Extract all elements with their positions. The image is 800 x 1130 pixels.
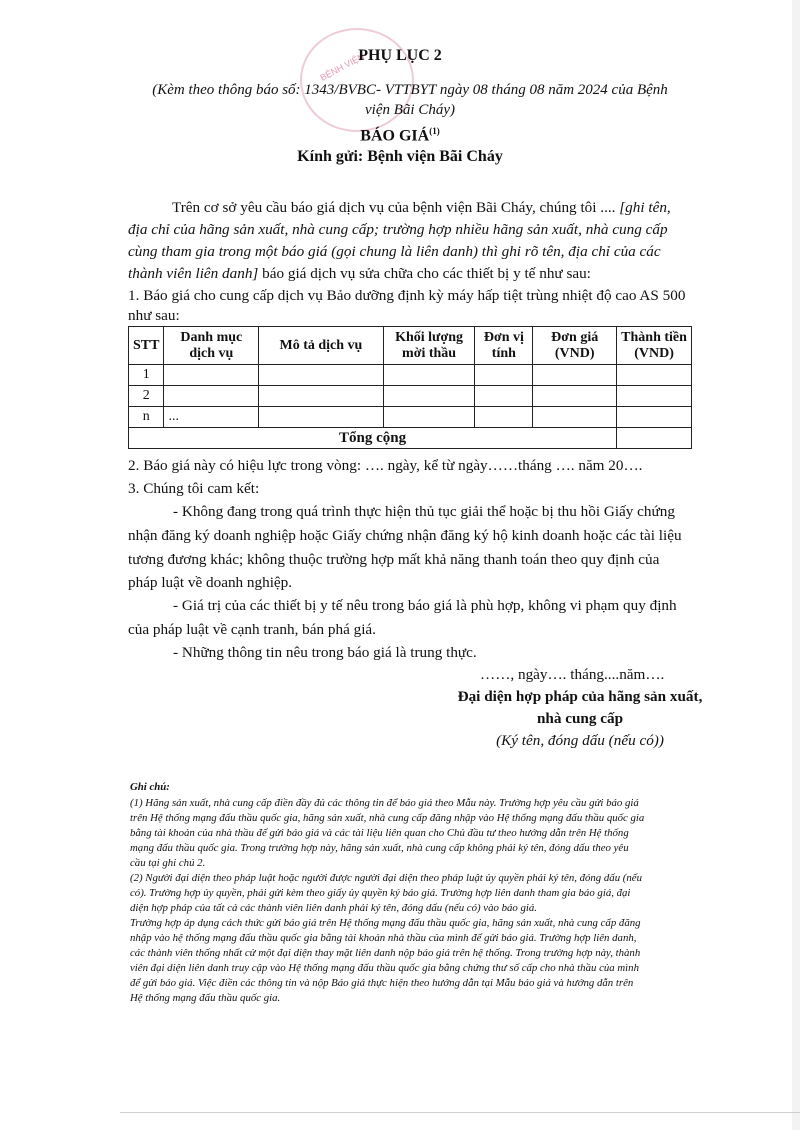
note-line: Trường hợp áp dụng cách thức gửi báo giá trên Hệ thống mạng đấu thầu quốc gia, hãng sản xuất, nhà cung cấp đăng — [130, 917, 641, 929]
commitment1-line4: pháp luật về doanh nghiệp. — [128, 574, 293, 591]
table-cell — [475, 407, 533, 428]
table-total-row — [129, 428, 692, 449]
page-edge — [792, 0, 800, 1130]
table-row — [129, 386, 692, 407]
notes-list — [130, 796, 742, 1006]
note-line: các thành viên thống nhất cử một đại diện thay mặt liên danh nộp báo giá trên hệ thống. Trong trường hợp này, thành — [130, 947, 641, 959]
commitment-heading: 3. Chúng tôi cam kết: — [128, 480, 260, 497]
table-cell — [617, 407, 692, 428]
table-cell — [383, 407, 475, 428]
appendix-subtitle-line2: viện Bãi Cháy) — [365, 102, 455, 118]
table-cell — [383, 386, 475, 407]
header-unit-price: Đơn giá (VND) — [533, 327, 617, 365]
appendix-subtitle-line1: (Kèm theo thông báo số: 1343/BVBC- VTTBYT ngày 08 tháng 08 năm 2024 của Bệnh — [152, 82, 668, 98]
note-line: mạng đấu thầu quốc gia. Trong trường hợp này, hãng sản xuất, nhà cung cấp không phải ký tên, đóng dấu theo yêu — [130, 842, 629, 854]
commitment1-line1: - Không đang trong quá trình thực hiện thủ tục giải thể hoặc bị thu hồi Giấy chứng — [173, 503, 675, 520]
quote-title — [0, 126, 800, 145]
table-header-row — [129, 327, 692, 365]
table-cell — [259, 407, 384, 428]
intro-line1-a: Trên cơ sở yêu cầu báo giá dịch vụ của bệnh viện Bãi Cháy, chúng tôi .... — [172, 199, 620, 216]
intro-line4 — [128, 263, 728, 285]
row-stt: 1 — [129, 365, 164, 386]
note-line: diện hợp pháp của tất cả các thành viên liên danh phải ký tên, đóng dấu (nếu có) vào báo giá. — [130, 902, 537, 914]
notes-heading: Ghi chú: — [130, 781, 170, 793]
row-item — [164, 365, 259, 386]
addressee: Kính gửi: Bệnh viện Bãi Cháy — [297, 148, 503, 165]
table-row — [129, 365, 692, 386]
validity-line: 2. Báo giá này có hiệu lực trong vòng: …. ngày, kể từ ngày……tháng …. năm 20…. — [128, 457, 643, 474]
header-unit: Đơn vị tính — [475, 327, 533, 365]
total-value — [617, 428, 692, 449]
header-service-description: Mô tả dịch vụ — [259, 327, 384, 365]
row-stt: 2 — [129, 386, 164, 407]
commitment2-line2: của pháp luật về cạnh tranh, bán phá giá. — [128, 621, 376, 638]
table-cell — [383, 365, 475, 386]
header-service-list: Danh mục dịch vụ — [164, 327, 259, 365]
intro-line1 — [128, 197, 728, 219]
note-line: (1) Hãng sản xuất, nhà cung cấp điền đầy đủ các thông tin để báo giá theo Mẫu này. Trường hợp yêu cầu gửi báo giá — [130, 797, 639, 809]
intro-line4-b: báo giá dịch vụ sửa chữa cho các thiết bị y tế như sau: — [258, 265, 591, 282]
table-row — [129, 407, 692, 428]
stamp-text: BỆNH VIỆN — [318, 51, 367, 83]
note-line: bằng tài khoản của nhà thầu để gửi báo giá và các tài liệu liên quan cho Chủ đầu tư theo hướng dẫn trên Hệ thống — [130, 827, 629, 839]
commitment3: - Những thông tin nêu trong báo giá là trung thực. — [173, 644, 477, 661]
note-line: cầu tại ghi chú 2. — [130, 857, 206, 869]
intro-line1-b: [ghi tên, — [619, 199, 671, 216]
commitment2-line1: - Giá trị của các thiết bị y tế nêu trong báo giá là phù hợp, không vi phạm quy định — [173, 597, 677, 614]
table-cell — [533, 365, 617, 386]
table-cell — [475, 365, 533, 386]
row-item — [164, 386, 259, 407]
appendix-title: PHỤ LỤC 2 — [358, 47, 442, 64]
note-line: viên đại diện liên danh truy cập vào Hệ thống mạng đấu thầu quốc gia bằng chứng thư số cấp cho nhà thầu của mình — [130, 962, 639, 974]
note-line: (2) Người đại diện theo pháp luật hoặc người được người đại diện theo pháp luật ủy quyền phải ký tên, đóng dấu (nếu — [130, 872, 642, 884]
note-line: Hệ thống mạng đấu thầu quốc gia. — [130, 992, 281, 1004]
header-total-amount: Thành tiền (VND) — [617, 327, 692, 365]
sign-instruction: (Ký tên, đóng dấu (nếu có)) — [496, 732, 664, 749]
item1-line2: như sau: — [128, 307, 180, 324]
row-item: ... — [164, 407, 259, 428]
page-bottom-edge — [120, 1112, 800, 1113]
total-label: Tổng cộng — [129, 428, 617, 449]
table-cell — [617, 386, 692, 407]
header-stt: STT — [129, 327, 164, 365]
quote-title-text: BÁO GIÁ — [360, 127, 430, 145]
table-cell — [533, 407, 617, 428]
quote-title-footnote: (1) — [429, 126, 440, 136]
row-stt: n — [129, 407, 164, 428]
note-line: trên Hệ thống mạng đấu thầu quốc gia, hãng sản xuất, nhà cung cấp đăng nhập vào Hệ thống mạng đấu thầu quốc gia — [130, 812, 645, 824]
quote-table — [128, 326, 692, 449]
intro-line4-a: thành viên liên danh] — [128, 265, 259, 282]
representative-line2: nhà cung cấp — [536, 710, 624, 727]
table-cell — [617, 365, 692, 386]
appendix-subtitle — [100, 80, 720, 120]
note-line: có). Trường hợp ủy quyền, phải gửi kèm theo giấy ủy quyền ký báo giá. Trường hợp liên danh tham gia báo giá, đại — [130, 887, 631, 899]
note-line: nhập vào hệ thống mạng đấu thầu quốc gia bằng tài khoản nhà thầu của mình để gửi báo giá. Trường hợp liên danh, — [130, 932, 637, 944]
table-cell — [259, 386, 384, 407]
item1-line1: 1. Báo giá cho cung cấp dịch vụ Bảo dưỡng định kỳ máy hấp tiệt trùng nhiệt độ cao AS 500 — [128, 287, 686, 304]
intro-line3: cùng tham gia trong một báo giá (gọi chung là liên danh) thì ghi rõ tên, địa chỉ của các — [128, 243, 661, 260]
representative-line1: Đại diện hợp pháp của hãng sản xuất, — [457, 688, 703, 705]
commitment1-line2: nhận đăng ký doanh nghiệp hoặc Giấy chứng nhận đăng ký hộ kinh doanh hoặc các tài liệu — [128, 527, 682, 544]
intro-line2: địa chỉ của hãng sản xuất, nhà cung cấp; trường hợp nhiều hãng sản xuất, nhà cung cấp — [128, 221, 668, 238]
note-line: để gửi báo giá. Việc điền các thông tin và nộp Báo giá thực hiện theo hướng dẫn tại Mẫu báo giá và hướng dẫn trên — [130, 977, 634, 989]
header-quantity: Khối lượng mời thầu — [383, 327, 475, 365]
table-cell — [533, 386, 617, 407]
table-cell — [475, 386, 533, 407]
date-line: ……, ngày…. tháng....năm…. — [480, 666, 665, 683]
commitment1-line3: tương đương khác; không thuộc trường hợp mất khả năng thanh toán theo quy định của — [128, 551, 660, 568]
table-cell — [259, 365, 384, 386]
